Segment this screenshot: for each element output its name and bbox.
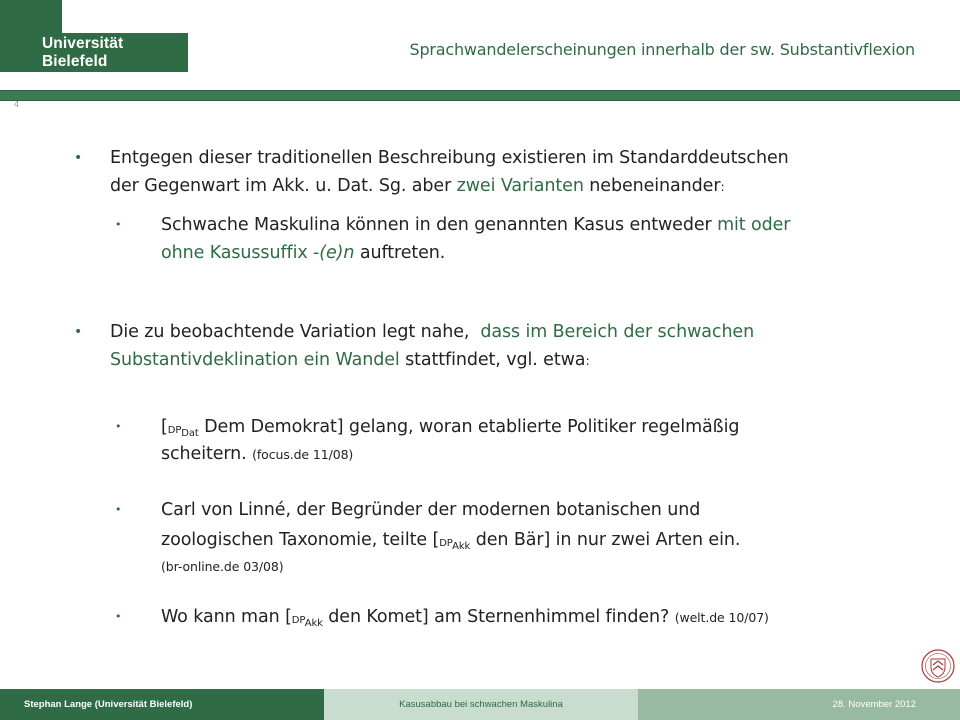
bullet-2-line-2 xyxy=(110,346,910,375)
dp-label: DP xyxy=(291,615,305,626)
bullet-1-line-1: Entgegen dieser traditionellen Beschreibung existieren im Standarddeutschen xyxy=(110,148,789,168)
highlight: mit oder xyxy=(717,215,791,235)
header-divider-bar xyxy=(0,90,960,101)
example-2-line-1: Carl von Linné, der Begründer der modernen botanischen und xyxy=(161,500,701,520)
text: scheitern. xyxy=(161,444,253,464)
bullet-2 xyxy=(74,318,910,375)
logo-green-corner xyxy=(32,0,62,33)
example-2-line-2 xyxy=(161,526,921,557)
example-1 xyxy=(115,413,921,469)
text: zoologischen Taxonomie, teilte [ xyxy=(161,530,440,550)
text: Die zu beobachtende Variation legt nahe, xyxy=(110,322,481,342)
case-label: Akk xyxy=(452,541,471,552)
sub-bullet-dot: • xyxy=(115,503,122,516)
bullet-1-line-2 xyxy=(110,172,910,201)
example-2 xyxy=(115,496,921,575)
text: [ xyxy=(161,417,168,437)
sub-bullet-dot: • xyxy=(115,218,122,231)
text: : xyxy=(720,179,725,194)
highlight: ohne Kasussuffix - xyxy=(161,243,320,263)
bullet-2-line-1 xyxy=(110,318,910,346)
text: den Bär] in nur zwei Arten ein. xyxy=(470,530,741,550)
example-3 xyxy=(115,603,941,634)
text: : xyxy=(585,353,590,368)
university-logo xyxy=(0,0,188,72)
source-citation: (focus.de 11/08) xyxy=(252,447,354,462)
logo-green-stripe xyxy=(0,0,32,72)
bullet-dot: • xyxy=(74,324,83,340)
university-seal-icon xyxy=(920,648,956,688)
text: nebeneinander xyxy=(583,176,721,196)
sub-bullet-1-1 xyxy=(115,211,921,267)
example-3-line xyxy=(161,603,941,634)
footer-date: 28. November 2012 xyxy=(638,689,960,720)
sub-bullet-dot: • xyxy=(115,610,122,623)
bullet-dot: • xyxy=(74,150,83,166)
text: der Gegenwart im Akk. u. Dat. Sg. aber xyxy=(110,176,457,196)
text: stattfindet, vgl. etwa xyxy=(399,350,586,370)
sub-bullet-1-1-line-2 xyxy=(161,239,921,267)
text: Wo kann man [ xyxy=(161,607,292,627)
source-citation: (welt.de 10/07) xyxy=(674,610,769,625)
text: den Komet] am Sternenhimmel finden? xyxy=(322,607,675,627)
footer xyxy=(0,689,960,720)
logo-text: Universität Bielefeld xyxy=(42,34,124,70)
slide-header-title: Sprachwandelerscheinungen innerhalb der sw. Substantivflexion xyxy=(409,40,915,59)
bullet-1 xyxy=(74,144,910,201)
footer-talk-title: Kasusabbau bei schwachen Maskulina xyxy=(324,689,638,720)
footer-author: Stephan Lange (Universität Bielefeld) xyxy=(0,689,324,720)
highlight: Substantivdeklination ein Wandel xyxy=(110,350,400,370)
sub-bullet-dot: • xyxy=(115,420,122,433)
dp-label: DP xyxy=(167,425,182,436)
dp-label: DP xyxy=(439,538,453,549)
text: Dem Demokrat] gelang, woran etablierte Politiker regelmäßig xyxy=(198,417,740,437)
sub-bullet-1-1-line-1 xyxy=(161,211,921,239)
highlight: zwei Varianten xyxy=(456,176,584,196)
example-1-line-2 xyxy=(161,440,921,469)
text: Schwache Maskulina können in den genannten Kasus entweder xyxy=(161,215,718,235)
slide-number: 4 xyxy=(14,100,20,109)
logo-box xyxy=(32,33,188,72)
case-label: Akk xyxy=(304,618,323,629)
highlight: dass im Bereich der schwachen xyxy=(480,322,755,342)
text: auftreten. xyxy=(354,243,446,263)
example-2-source: (br-online.de 03/08) xyxy=(161,559,284,574)
case-label: Dat xyxy=(181,428,199,439)
highlight-italic: (e)n xyxy=(319,243,355,263)
